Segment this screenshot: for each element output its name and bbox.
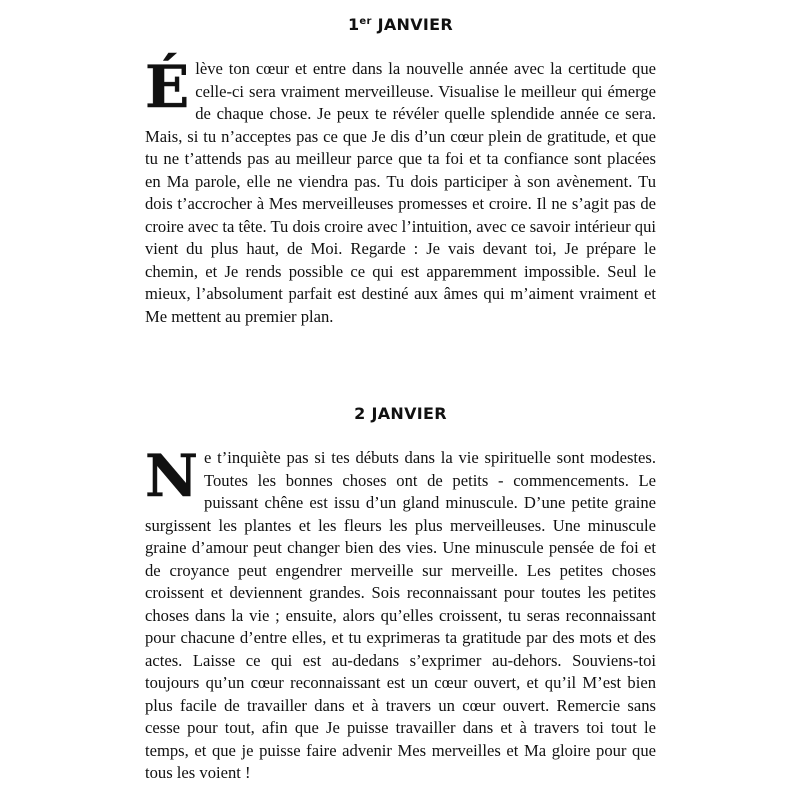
entry-text: e t’inquiète pas si tes débuts dans la vie spirituelle sont modestes. Toutes les bonnes choses ont de petits - commencements. Le puissant chêne est issu d’un gland minuscule. D’une petite graine surgissent les plantes et les fleurs les plus merveilleuses. Une minuscule graine d’amour peut changer bien des vies. Une minuscule pensée de foi et de croyance peut engendrer merveille sur merveille. Les petites choses croissent et deviennent grandes. Sois reconnaissant pour toutes les petites choses dans la vie ; ensuite, alors qu’elles croissent, tu seras reconnaissant pour chacune d’entre elles, et tu exprimeras ta gratitude par des mots et des actes. Laisse ce qui est au-dedans s’exprimer au-dehors. Souviens-toi toujours qu’un cœur reconnaissant est un cœur ouvert, et qu’il M’est bien plus facile de travailler dans et à travers un cœur ouvert. Remercie sans cesse pour tout, afin que Je puisse travailler dans et à travers toi tout le temps, et que je puisse faire advenir Mes merveilles et Ma gloire pour que tous les voient ! <box>145 448 656 782</box>
heading-day-number: 1 <box>347 15 360 34</box>
entry-text: lève ton cœur et entre dans la nouvelle année avec la certitude que celle-ci sera vraiment merveilleuse. Visualise le meilleur qui émerge de chaque chose. Je peux te révéler quelle splendide année ce sera. Mais, si tu n’acceptes pas ce que Je dis d’un cœur plein de gratitude, et que tu ne t’attends pas au meilleur parce que ta foi et ta confiance sont placées en Ma parole, elle ne viendra pas. Tu dois participer à son avènement. Tu dois t’accrocher à Mes merveilleuses promesses et croire. Il ne s’agit pas de croire avec ta tête. Tu dois croire avec l’intuition, avec ce savoir intérieur qui vient du plus haut, de Moi. Regarde : Je vais devant toi, Je prépare le chemin, et Je rends possible ce qui est apparemment impossible. Seul le mieux, l’absolument parfait est destiné aux âmes qui m’aiment vraiment et Me mettent au premier plan. <box>145 59 656 326</box>
drop-cap-letter: N <box>145 442 199 510</box>
entry-heading: 2 JANVIER <box>354 404 447 423</box>
heading-month: JANVIER <box>371 15 454 34</box>
drop-cap-letter: É <box>145 53 190 121</box>
entry-january-2 <box>145 403 656 785</box>
entry-heading <box>145 14 656 36</box>
entry-body <box>145 53 656 328</box>
entry-body <box>145 442 656 785</box>
entry-january-1 <box>145 14 656 328</box>
heading-ordinal-suffix: er <box>359 16 372 27</box>
